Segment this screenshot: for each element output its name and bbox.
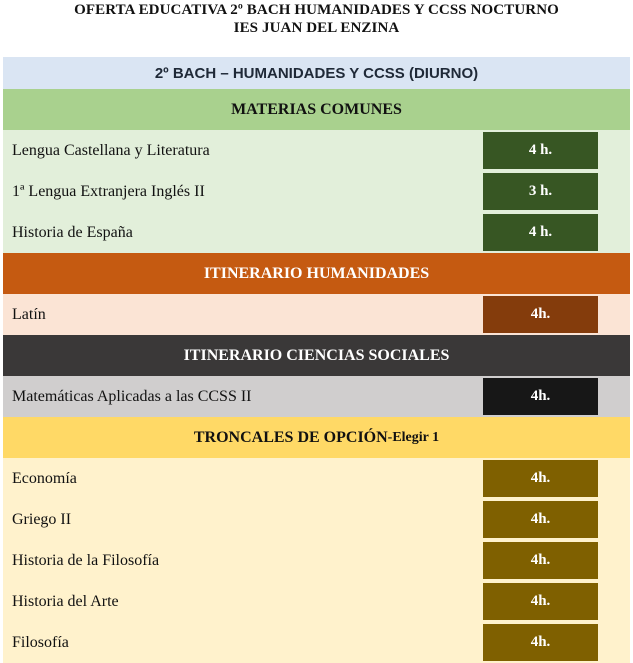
section-header-troncales — [3, 417, 630, 458]
section-header-comunes — [3, 89, 630, 130]
table-row — [3, 171, 630, 212]
section-title-comunes: MATERIAS COMUNES — [231, 100, 402, 118]
table-row — [3, 130, 630, 171]
hours-cell: 4 h. — [483, 214, 598, 251]
subject-label: Latín — [12, 305, 46, 323]
section-title-troncales: TRONCALES DE OPCIÓN — [193, 428, 388, 446]
hours-cell: 4h. — [483, 501, 598, 538]
subject-label: Economía — [12, 469, 77, 487]
hours-cell: 4h. — [483, 624, 598, 661]
table-row — [3, 212, 630, 253]
hours-cell: 4 h. — [483, 132, 598, 169]
hours-cell: 4h. — [483, 460, 598, 497]
table-row — [3, 581, 630, 622]
subject-label: Griego II — [12, 510, 72, 528]
table-row — [3, 540, 630, 581]
hours-cell: 4h. — [483, 296, 598, 333]
hours-cell: 4h. — [483, 378, 598, 415]
subject-label: 1ª Lengua Extranjera Inglés II — [12, 182, 205, 200]
table-row — [3, 294, 630, 335]
section-title-humanidades: ITINERARIO HUMANIDADES — [203, 264, 430, 282]
table-header-label: 2º BACH – HUMANIDADES Y CCSS (DIURNO) — [154, 64, 479, 82]
section-title-ccss: ITINERARIO CIENCIAS SOCIALES — [183, 346, 450, 364]
hours-cell: 4h. — [483, 583, 598, 620]
document-title: OFERTA EDUCATIVA 2º BACH HUMANIDADES Y CCSS NOCTURNO — [74, 2, 559, 18]
subject-label: Historia de España — [12, 223, 133, 241]
table-row — [3, 458, 630, 499]
table-row — [3, 499, 630, 540]
subject-label: Matemáticas Aplicadas a las CCSS II — [12, 387, 252, 405]
hours-cell: 4h. — [483, 542, 598, 579]
section-title-suffix: -Elegir 1 — [387, 429, 440, 445]
hours-cell: 3 h. — [483, 173, 598, 210]
section-header-ccss — [3, 335, 630, 376]
subject-label: Lengua Castellana y Literatura — [12, 141, 210, 159]
table-row — [3, 376, 630, 417]
subject-label: Historia del Arte — [12, 592, 119, 610]
table-row — [3, 622, 630, 663]
table-header — [3, 57, 630, 89]
subject-label: Filosofía — [12, 633, 69, 651]
section-header-humanidades — [3, 253, 630, 294]
subject-label: Historia de la Filosofía — [12, 551, 160, 569]
document-subtitle: IES JUAN DEL ENZINA — [233, 20, 400, 36]
